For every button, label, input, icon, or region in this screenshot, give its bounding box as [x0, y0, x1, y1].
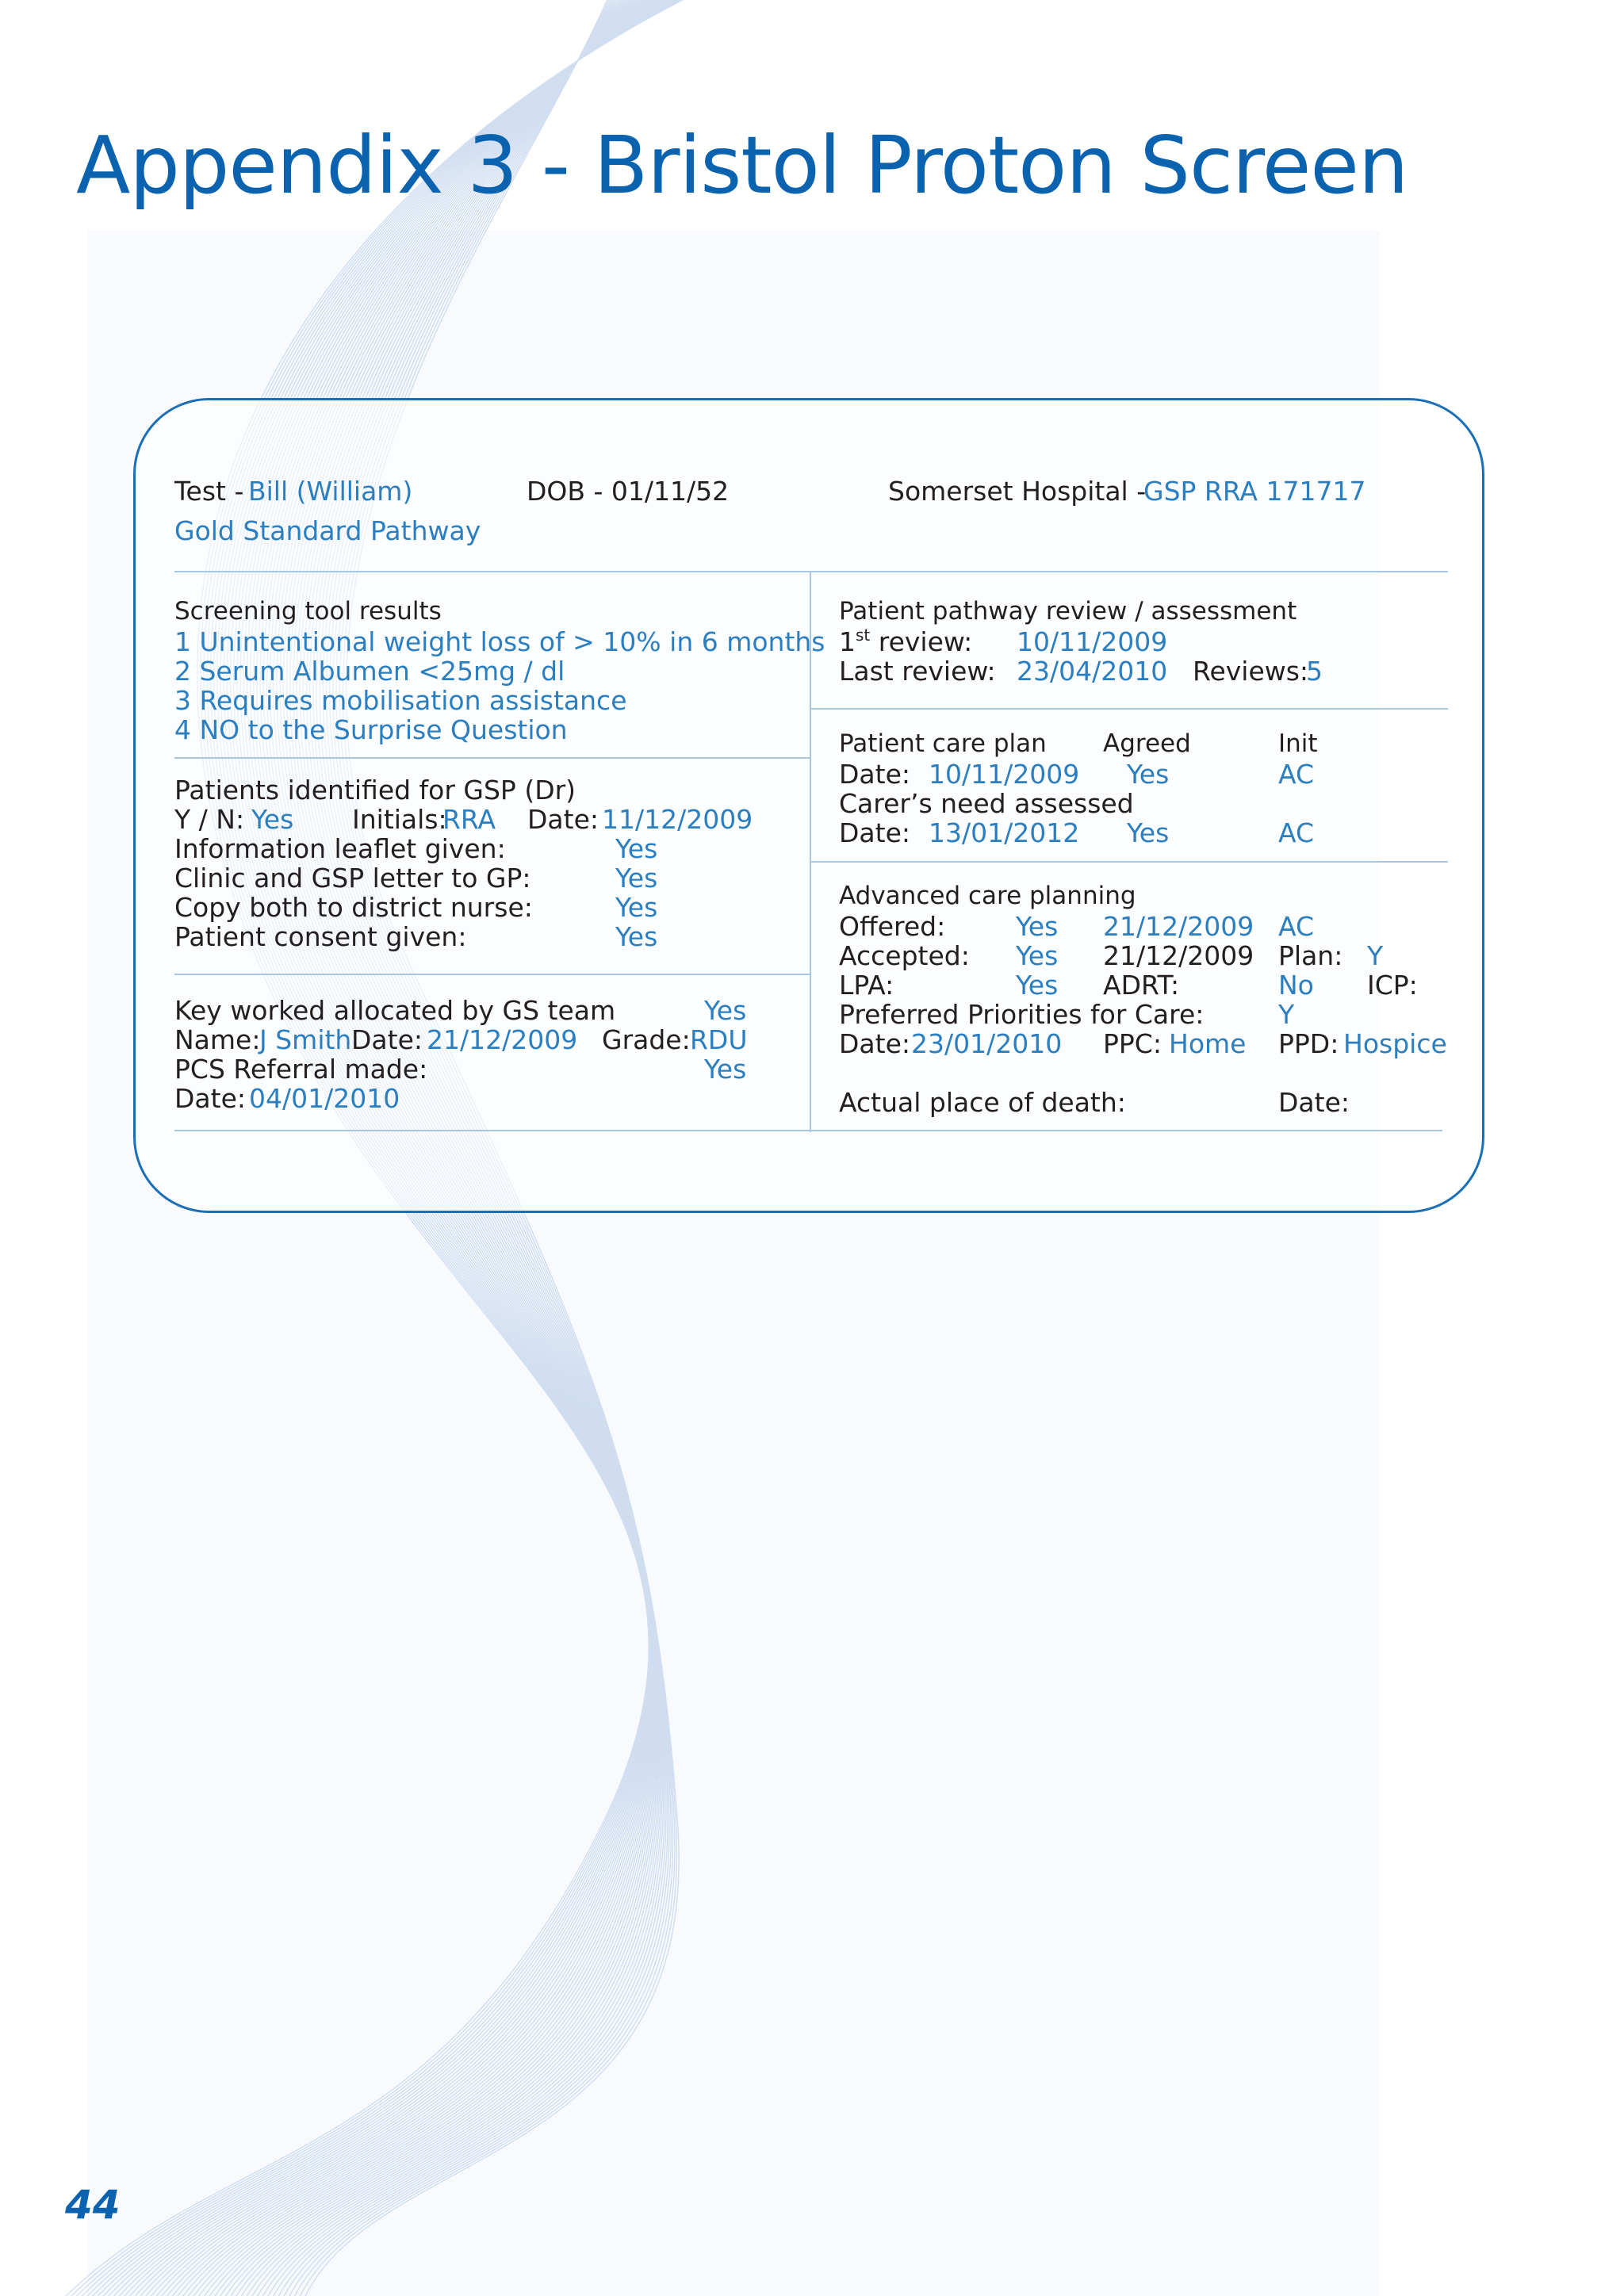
acp-ppc-care-value: Y	[1278, 999, 1295, 1030]
page-number: 44	[65, 2182, 121, 2228]
acp-offered-label: Offered:	[839, 911, 946, 942]
keyworker-grade-label: Grade:	[602, 1024, 691, 1055]
initials-value: RRA	[442, 804, 496, 835]
acp-ppc-care-label: Preferred Priorities for Care:	[839, 999, 1205, 1030]
carer-need-label: Carer’s need assessed	[839, 788, 1134, 819]
careplan-heading: Patient care plan	[839, 729, 1047, 758]
hospital-label: Somerset Hospital -	[888, 476, 1147, 507]
identified-heading: Patients identified for GSP (Dr)	[174, 775, 576, 806]
yn-label: Y / N:	[174, 804, 245, 835]
screening-item: 1 Unintentional weight loss of > 10% in 6 months	[174, 626, 825, 657]
patient-name: Bill (William)	[248, 476, 413, 507]
acp-date-value: 23/01/2010	[911, 1028, 1063, 1059]
identified-row-value: Yes	[615, 921, 658, 952]
identified-date-label: Date:	[527, 804, 599, 835]
acp-icp-label: ICP:	[1367, 970, 1418, 1001]
section-divider	[810, 708, 1448, 710]
screening-item: 2 Serum Albumen <25mg / dl	[174, 656, 565, 687]
proton-screen-card	[133, 398, 1484, 1213]
careplan-agreed-header: Agreed	[1103, 729, 1191, 758]
pcs-date-label: Date:	[174, 1083, 246, 1114]
identified-date-value: 11/12/2009	[602, 804, 753, 835]
acp-offered-date: 21/12/2009	[1103, 911, 1254, 942]
careplan-init-header: Init	[1278, 729, 1318, 758]
section-divider	[174, 757, 810, 759]
yn-value: Yes	[251, 804, 294, 835]
section-divider	[174, 974, 810, 975]
reviews-count-value: 5	[1306, 656, 1323, 687]
identified-row-value: Yes	[615, 833, 658, 864]
pcs-referral-label: PCS Referral made:	[174, 1054, 428, 1085]
identified-row-label: Information leaflet given:	[174, 833, 506, 864]
acp-ppd-label: PPD:	[1278, 1028, 1339, 1059]
carer-date-label: Date:	[839, 817, 910, 848]
last-review-label: Last review:	[839, 656, 996, 687]
acp-offered-init: AC	[1278, 911, 1315, 942]
carer-date-value: 13/01/2012	[929, 817, 1080, 848]
pcs-referral-value: Yes	[704, 1054, 747, 1085]
acp-accepted-label: Accepted:	[839, 940, 970, 971]
carer-init-value: AC	[1278, 817, 1315, 848]
identified-row-label: Clinic and GSP letter to GP:	[174, 863, 531, 894]
keyworker-date-label: Date:	[351, 1024, 423, 1055]
screening-item: 4 NO to the Surprise Question	[174, 714, 568, 745]
death-date-label: Date:	[1278, 1087, 1350, 1118]
dob: DOB - 01/11/52	[527, 476, 730, 507]
death-place-label: Actual place of death:	[839, 1087, 1126, 1118]
identified-row-label: Copy both to district nurse:	[174, 892, 533, 923]
acp-lpa-value: Yes	[1016, 970, 1059, 1001]
careplan-init-value: AC	[1278, 759, 1315, 790]
initials-label: Initials:	[352, 804, 447, 835]
acp-accepted-value: Yes	[1016, 940, 1059, 971]
acp-offered-value: Yes	[1016, 911, 1059, 942]
acp-date-label: Date:	[839, 1028, 910, 1059]
careplan-date-label: Date:	[839, 759, 910, 790]
page-title: Appendix 3 - Bristol Proton Screen	[76, 119, 1408, 212]
keyworker-name-label: Name:	[174, 1024, 261, 1055]
screening-item: 3 Requires mobilisation assistance	[174, 685, 627, 716]
acp-adrt-value: No	[1278, 970, 1314, 1001]
bottom-divider	[174, 1130, 1442, 1131]
identified-row-label: Patient consent given:	[174, 921, 467, 952]
keyworker-name-value: J Smith	[259, 1024, 352, 1055]
reviews-count-label: Reviews:	[1193, 656, 1309, 687]
carer-agreed-value: Yes	[1127, 817, 1170, 848]
acp-lpa-label: LPA:	[839, 970, 894, 1001]
review-heading: Patient pathway review / assessment	[839, 597, 1297, 626]
name-label: Test -	[174, 476, 244, 507]
identified-row-value: Yes	[615, 863, 658, 894]
header-divider	[174, 571, 1448, 572]
keyworker-date-value: 21/12/2009	[427, 1024, 578, 1055]
acp-plan-value: Y	[1367, 940, 1384, 971]
pathway-name: Gold Standard Pathway	[174, 515, 481, 546]
keyworker-grade-value: RDU	[690, 1024, 748, 1055]
keyworker-allocated-value: Yes	[704, 995, 747, 1026]
acp-plan-label: Plan:	[1278, 940, 1343, 971]
acp-ppc-value: Home	[1169, 1028, 1247, 1059]
acp-ppc-label: PPC:	[1103, 1028, 1162, 1059]
first-review-label: 1st review:	[839, 626, 973, 657]
screening-heading: Screening tool results	[174, 597, 442, 626]
hospital-number: GSP RRA 171717	[1143, 476, 1366, 507]
acp-accepted-date: 21/12/2009	[1103, 940, 1254, 971]
section-divider	[810, 861, 1448, 863]
acp-heading: Advanced care planning	[839, 882, 1136, 910]
last-review-value: 23/04/2010	[1017, 656, 1168, 687]
careplan-agreed-value: Yes	[1127, 759, 1170, 790]
acp-ppd-value: Hospice	[1343, 1028, 1447, 1059]
acp-adrt-label: ADRT:	[1103, 970, 1180, 1001]
first-review-value: 10/11/2009	[1017, 626, 1168, 657]
identified-row-value: Yes	[615, 892, 658, 923]
keyworker-allocated-label: Key worked allocated by GS team	[174, 995, 616, 1026]
careplan-date-value: 10/11/2009	[929, 759, 1080, 790]
pcs-date-value: 04/01/2010	[249, 1083, 400, 1114]
